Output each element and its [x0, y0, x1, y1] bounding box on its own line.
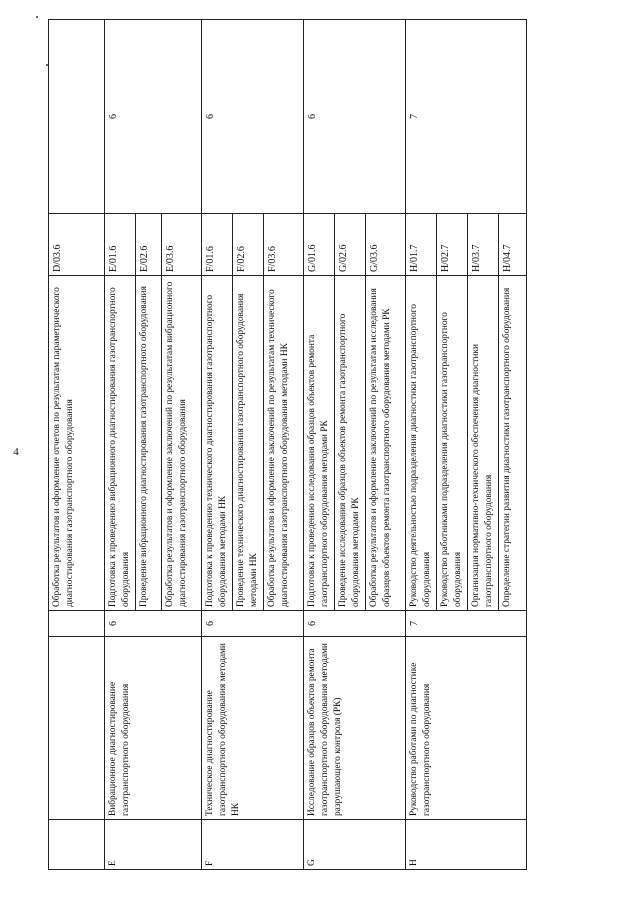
page-number: 4: [13, 446, 19, 458]
group-level-2: 6: [304, 20, 406, 214]
group-name: Техническое диагностирование газотранспортного оборудования методами НК: [202, 637, 304, 820]
function-code: H/02.7: [437, 214, 468, 276]
function-text: Руководство деятельностью подразделения диагностики газотранспортного оборудования: [406, 276, 437, 611]
function-text: Обработка результатов и оформление заключений по результатам вибрационного диагностирования газотранспортного оборудования: [162, 276, 202, 611]
group-level: 6: [202, 611, 304, 637]
function-text: Проведение вибрационного диагностирования газотранспортного оборудования: [136, 276, 162, 611]
table-row: [202, 20, 233, 870]
group-level-2: 6: [105, 20, 202, 214]
group-letter: E: [105, 820, 202, 870]
scan-speck: [36, 16, 38, 18]
functions-table: [48, 19, 527, 870]
group-level-2: 7: [406, 20, 527, 214]
function-code: F/03.6: [264, 214, 304, 276]
empty-cell: [49, 20, 105, 214]
function-code: E/02.6: [136, 214, 162, 276]
table-row: [406, 20, 437, 870]
group-name: Вибрационное диагностирование газотранспортного оборудования: [105, 637, 202, 820]
function-text: Обработка результатов и оформление отчетов по результатам параметрического диагностирования газотранспортного оборудования: [49, 276, 105, 611]
rotated-table-container: [48, 20, 513, 870]
function-text: Подготовка к проведению технического диагностирования газотранспортного оборудования методами НК: [202, 276, 233, 611]
function-code: D/03.6: [49, 214, 105, 276]
group-level-2: 6: [202, 20, 304, 214]
group-letter: G: [304, 820, 406, 870]
function-text: Проведение исследования образцов объектов ремонта газотранспортного оборудования методами РК: [335, 276, 366, 611]
function-code: G/02.6: [335, 214, 366, 276]
group-name: Руководство работами по диагностике газотранспортного оборудования: [406, 637, 527, 820]
table-row: [304, 20, 335, 870]
function-code: H/04.7: [499, 214, 527, 276]
empty-cell: [49, 611, 105, 637]
group-letter: F: [202, 820, 304, 870]
function-text: Обработка результатов и оформление заключений по результатам технического диагностирования газотранспортного оборудования методами НК: [264, 276, 304, 611]
function-text: Руководство работниками подразделения диагностики газотранспортного оборудования: [437, 276, 468, 611]
function-code: F/01.6: [202, 214, 233, 276]
group-level: 7: [406, 611, 527, 637]
function-code: E/03.6: [162, 214, 202, 276]
function-text: Определение стратегии развития диагностики газотранспортного оборудования: [499, 276, 527, 611]
empty-cell: [49, 820, 105, 870]
function-text: Обработка результатов и оформление заключений по результатам исследования образцов объектов ремонта газотранспортного оборудования методами РК: [366, 276, 406, 611]
function-code: G/03.6: [366, 214, 406, 276]
function-code: F/02.6: [233, 214, 264, 276]
function-code: G/01.6: [304, 214, 335, 276]
function-code: E/01.6: [105, 214, 136, 276]
table-row: [105, 20, 136, 870]
table-row: [49, 20, 105, 870]
function-text: Организация нормативно-технического обеспечения диагностики газотранспортного оборудования: [468, 276, 499, 611]
empty-cell: [49, 637, 105, 820]
group-name: Исследование образцов объектов ремонта газотранспортного оборудования методами разрушающего контроля (РК): [304, 637, 406, 820]
group-level: 6: [105, 611, 202, 637]
function-code: H/01.7: [406, 214, 437, 276]
function-text: Подготовка к проведению исследования образцов объектов ремонта газотранспортного оборудования методами РК: [304, 276, 335, 611]
group-letter: H: [406, 820, 527, 870]
function-text: Проведение технического диагностирования газотранспортного оборудования методами НК: [233, 276, 264, 611]
function-code: H/03.7: [468, 214, 499, 276]
group-level: 6: [304, 611, 406, 637]
function-text: Подготовка к проведению вибрационного диагностирования газотранспортного оборудования: [105, 276, 136, 611]
